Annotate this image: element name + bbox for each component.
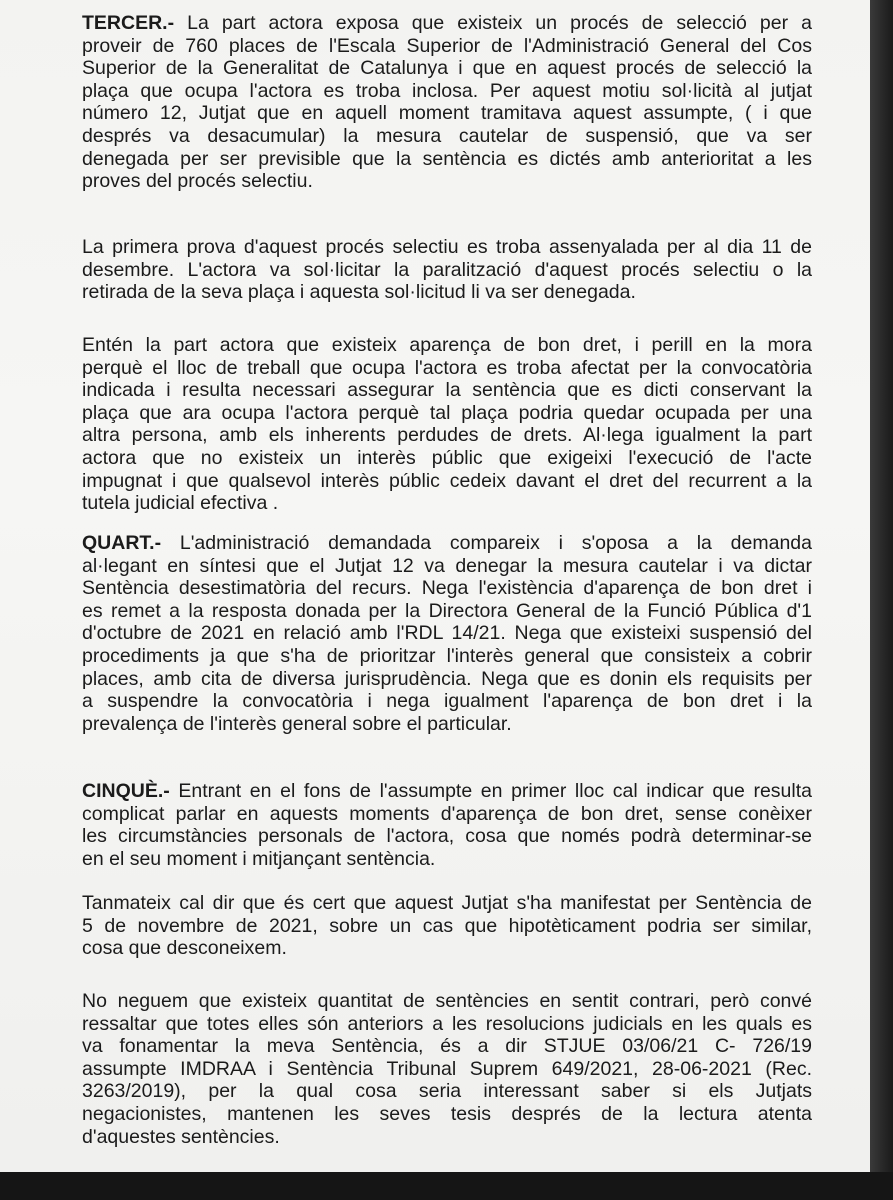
- line-text: perquè el lloc de treball que ocupa l'actora es troba afectat per la convocatòria: [82, 356, 812, 379]
- text-line: [82, 80, 812, 103]
- paragraph-enten: [82, 334, 812, 515]
- text-line: [82, 170, 812, 193]
- line-text: La part actora exposa que existeix un procés de selecció per a: [174, 12, 812, 34]
- text-line: [82, 713, 812, 736]
- text-line: [82, 668, 812, 691]
- paragraph-tercer: [82, 12, 812, 193]
- text-line: [82, 600, 812, 623]
- text-line: [82, 915, 812, 938]
- line-text: retirada de la seva plaça i aquesta sol·licitud li va ser denegada.: [82, 281, 636, 304]
- text-line: [82, 57, 812, 80]
- text-line: [82, 447, 812, 470]
- line-text: impugnat i que qualsevol interès públic cedeix davant el dret del recurrent a la: [82, 469, 812, 492]
- text-line: [82, 379, 812, 402]
- background-bottom: [0, 1172, 893, 1200]
- text-line: [82, 492, 812, 515]
- line-text: proveir de 760 places de l'Escala Superior de l'Administració General del Cos: [82, 34, 812, 57]
- paragraph-primera-prova: [82, 236, 812, 304]
- text-line: [82, 1058, 812, 1081]
- text-line: [82, 334, 812, 357]
- text-line: [82, 622, 812, 645]
- section-heading: TERCER.-: [82, 12, 175, 34]
- section-heading: QUART.-: [82, 532, 162, 554]
- line-text: altra persona, amb els inherents perdudes de drets. Al·lega igualment la part: [82, 424, 812, 447]
- line-text: al·legant en síntesi que el Jutjat 12 va denegar la mesura cautelar i va dictar: [82, 554, 812, 577]
- line-text: a suspendre la convocatòria i nega igualment l'aparença de bon dret i la: [82, 690, 812, 713]
- text-line: [82, 803, 812, 826]
- text-line: [82, 357, 812, 380]
- paragraph-tanmateix: [82, 892, 812, 960]
- line-text: actora que no existeix un interès públic que exigeixi l'execució de l'acte: [82, 446, 812, 469]
- paragraph-neguem: [82, 990, 812, 1148]
- line-text: places, amb cita de diversa jurisprudència. Nega que es donin els requisits per: [82, 667, 812, 690]
- line-text: després va desacumular) la mesura cautelar de suspensió, que va ser: [82, 124, 812, 147]
- line-text: tutela judicial efectiva .: [82, 492, 279, 515]
- text-line: [82, 148, 812, 171]
- text-line: [82, 12, 812, 35]
- line-text: assumpte IMDRAA i Sentència Tribunal Suprem 649/2021, 28-06-2021 (Rec.: [82, 1057, 812, 1080]
- line-text: cosa que desconeixem.: [82, 937, 287, 960]
- line-text: Entén la part actora que existeix aparença de bon dret, i perill en la mora: [82, 334, 812, 356]
- line-text: 5 de novembre de 2021, sobre un cas que hipotèticament podria ser similar,: [82, 914, 812, 937]
- line-text: desembre. L'actora va sol·licitar la paralització d'aquest procés selectiu o la: [82, 258, 812, 281]
- line-text: complicat parlar en aquests moments d'aparença de bon dret, sense conèixer: [82, 802, 812, 825]
- line-text: ressaltar que totes elles són anteriors a les resolucions judicials en les quals es: [82, 1012, 812, 1035]
- text-line: [82, 645, 812, 668]
- line-text: d'octubre de 2021 en relació amb l'RDL 14/21. Nega que existeixi suspensió del: [82, 622, 812, 645]
- text-line: [82, 1126, 812, 1149]
- text-line: [82, 555, 812, 578]
- line-text: procediments ja que s'ha de prioritzar l'interès general que consisteix a cobrir: [82, 644, 812, 667]
- text-line: [82, 102, 812, 125]
- line-text: número 12, Jutjat que en aquell moment tramitava aquest assumpte, ( i que: [82, 102, 812, 125]
- paragraph-cinque: [82, 780, 812, 870]
- text-line: [82, 1080, 812, 1103]
- line-text: denegada per ser previsible que la sentència es dictés amb anterioritat a les: [82, 147, 812, 170]
- text-line: [82, 577, 812, 600]
- text-line: [82, 236, 812, 259]
- line-text: d'aquestes sentències.: [82, 1125, 280, 1148]
- text-line: [82, 937, 812, 960]
- text-line: [82, 259, 812, 282]
- background-edge: [870, 0, 893, 1172]
- line-text: negacionistes, mantenen les seves tesis després de la lectura atenta: [82, 1102, 812, 1125]
- text-line: [82, 825, 812, 848]
- line-text: 3263/2019), per la qual cosa seria interessant saber si els Jutjats: [82, 1080, 812, 1103]
- text-line: [82, 532, 812, 555]
- line-text: indicada i resulta necessari assegurar la sentència que es dicti conservant la: [82, 379, 812, 402]
- text-line: [82, 1103, 812, 1126]
- section-heading: CINQUÈ.-: [82, 780, 170, 802]
- text-line: [82, 892, 812, 915]
- line-text: prevalença de l'interès general sobre el particular.: [82, 712, 512, 735]
- line-text: les circumstàncies personals de l'actora, cosa que només podrà determinar-se: [82, 825, 812, 848]
- line-text: La primera prova d'aquest procés selectiu es troba assenyalada per al dia 11 de: [82, 236, 812, 258]
- line-text: en el seu moment i mitjançant sentència.: [82, 847, 436, 870]
- text-line: [82, 690, 812, 713]
- line-text: proves del procés selectiu.: [82, 170, 313, 193]
- text-line: [82, 424, 812, 447]
- line-text: Sentència desestimatòria del recurs. Nega l'existència d'aparença de bon dret i: [82, 577, 812, 600]
- line-text: L'administració demandada compareix i s'oposa a la demanda: [161, 532, 812, 554]
- text-line: [82, 402, 812, 425]
- text-line: [82, 35, 812, 58]
- line-text: Tanmateix cal dir que és cert que aquest Jutjat s'ha manifestat per Sentència de: [82, 892, 812, 914]
- text-line: [82, 1035, 812, 1058]
- text-line: [82, 281, 812, 304]
- text-line: [82, 990, 812, 1013]
- paragraph-quart: [82, 532, 812, 735]
- line-text: va fonamentar la meva Sentència, és a dir STJUE 03/06/21 C- 726/19: [82, 1035, 812, 1058]
- line-text: Entrant en el fons de l'assumpte en primer lloc cal indicar que resulta: [169, 780, 812, 802]
- line-text: No neguem que existeix quantitat de sentències en sentit contrari, però convé: [82, 990, 812, 1012]
- line-text: Superior de la Generalitat de Catalunya i que en aquest procés de selecció la: [82, 57, 812, 80]
- text-line: [82, 848, 812, 871]
- line-text: plaça que ocupa l'actora es troba inclosa. Per aquest motiu sol·licità al jutjat: [82, 79, 812, 102]
- line-text: es remet a la resposta donada per la Directora General de la Funció Pública d'1: [82, 599, 812, 622]
- text-line: [82, 1013, 812, 1036]
- line-text: plaça que ara ocupa l'actora perquè tal plaça podria quedar ocupada per una: [82, 401, 812, 424]
- text-line: [82, 470, 812, 493]
- text-line: [82, 125, 812, 148]
- text-line: [82, 780, 812, 803]
